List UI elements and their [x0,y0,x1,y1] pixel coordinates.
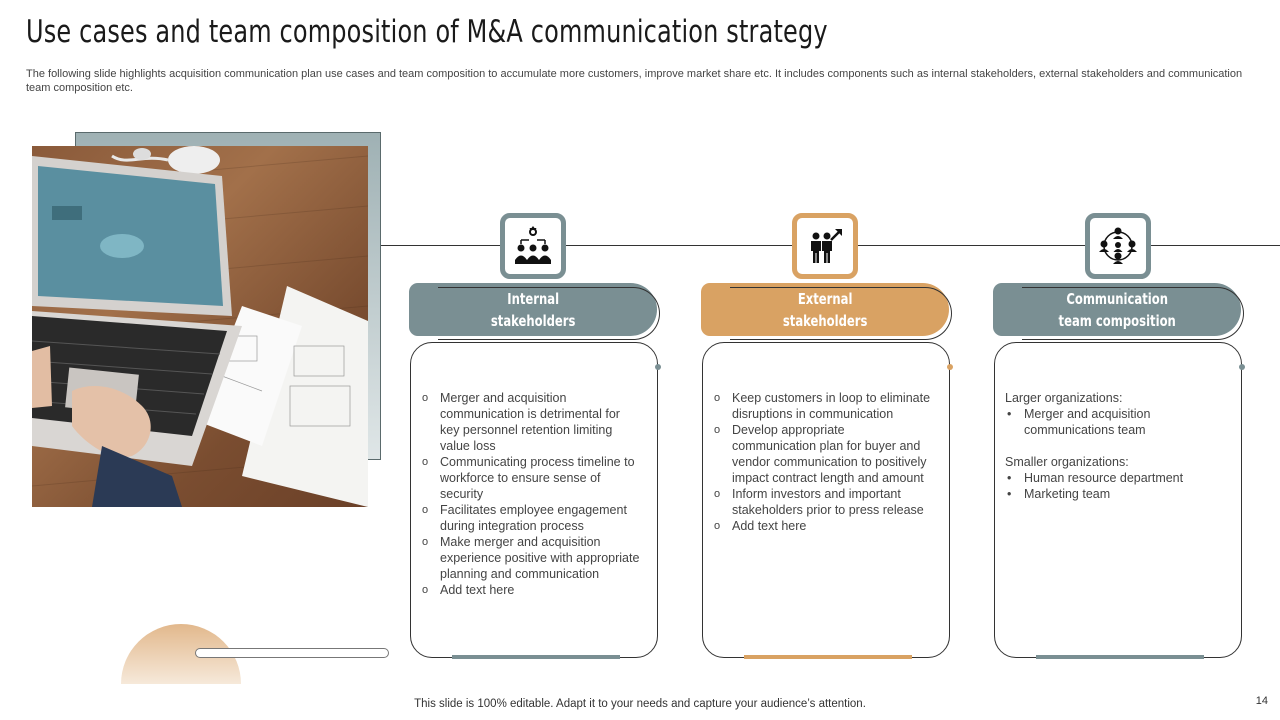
slide-footer: This slide is 100% editable. Adapt it to your needs and capture your audience’s attention. [414,698,866,710]
bullet-item: • Merger and acquisition communications team [1005,406,1230,438]
card-dot [1239,364,1245,370]
list-item: o Inform investors and important stakeholders prior to press release [712,486,932,518]
header-line1: External [797,289,853,308]
list-item: o Merger and acquisition communication is detrimental for key personnel retention limiting value loss [420,390,640,454]
group-label: Larger organizations: [1005,391,1123,405]
laptop-desk-photo [32,146,368,507]
card-bottom-accent [744,655,912,659]
header-line1: Communication [1066,289,1168,308]
team-network-icon [500,213,566,279]
team-composition-text [1005,390,1230,518]
header-line2: team composition [1058,311,1176,330]
bullet-item: • Human resource department [1005,470,1230,486]
list-item: o Develop appropriate communication plan for buyer and vendor communication to positively impact contract length and amount [712,422,932,486]
list-item: o Facilitates employee engagement during integration process [420,502,640,534]
list-item: o Add text here [712,518,932,534]
header-line2: stakeholders [782,311,868,330]
external-list-container [712,390,932,534]
card-dot [655,364,661,370]
header-outline [1022,287,1244,340]
bullet-item: • Marketing team [1005,486,1230,502]
people-growth-icon [792,213,858,279]
list-item: o Add text here [420,582,640,598]
page-number: 14 [1255,695,1268,707]
slide-subtitle: The following slide highlights acquisition communication plan use cases and team composition to accumulate more customers, improve market share etc. It includes components such as internal stakeholders, external stakeholders and communication team composition etc. [26,68,1243,94]
card-bottom-accent [452,655,620,659]
header-line1: Internal [507,289,559,308]
list-item: o Communicating process timeline to workforce to ensure sense of security [420,454,640,502]
slide-title: Use cases and team composition of M&A communication strategy [26,14,828,50]
group-label: Smaller organizations: [1005,455,1129,469]
header-line2: stakeholders [490,311,576,330]
decorative-bar [195,648,389,658]
card-dot [947,364,953,370]
list-item: o Keep customers in loop to eliminate disruptions in communication [712,390,932,422]
card-bottom-accent [1036,655,1204,659]
team-circle-icon [1085,213,1151,279]
header-outline [438,287,660,340]
internal-list-container [420,390,640,598]
header-outline [730,287,952,340]
list-item: o Make merger and acquisition experience positive with appropriate planning and communication [420,534,640,582]
